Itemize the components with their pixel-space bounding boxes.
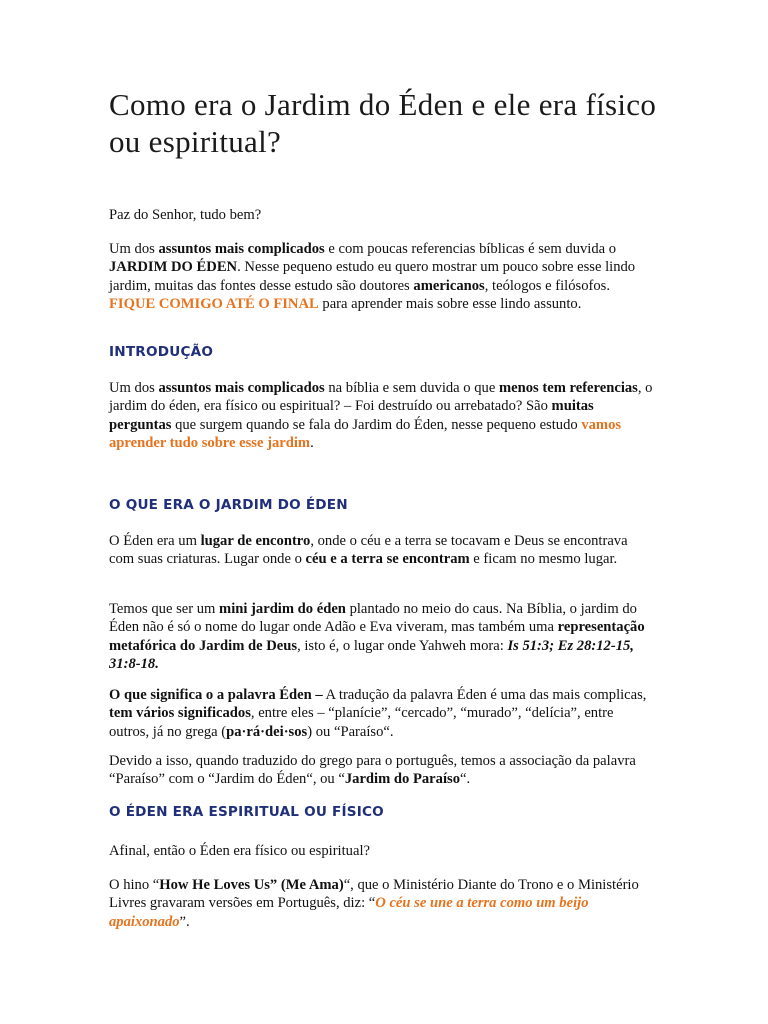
greeting-paragraph: Paz do Senhor, tudo bem? (109, 207, 262, 223)
introducao-paragraph: Um dos assuntos mais complicados na bíblia e sem duvida o que menos tem referencias, o jardim do éden, era físico ou espiritual? – Foi destruído ou arrebatado? São muitas perguntas que surgem quando se fala do Jardim do Éden, nesse pequeno estudo vamos aprender tudo sobre esse jardim. (109, 380, 653, 452)
heading-espiritual-fisico: O ÉDEN ERA ESPIRITUAL OU FÍSICO (109, 804, 384, 820)
heading-introducao: INTRODUÇÃO (109, 344, 214, 360)
what-paragraph-2: Temos que ser um mini jardim do éden plantado no meio do caus. Na Bíblia, o jardim do Éden não é só o nome do lugar onde Adão e Eva viveram, mas também uma representação metafórica do Jardim de Deus, isto é, o lugar onde Yahweh mora: Is 51:3; Ez 28:12-15, 31:8-18. (109, 601, 645, 673)
page-title: Como era o Jardim do Éden e ele era físico ou espiritual? (109, 87, 657, 159)
highlight-text: FIQUE COMIGO ATÉ O FINAL (109, 296, 319, 313)
what-paragraph-4: Devido a isso, quando traduzido do grego para o português, temos a associação da palavra “Paraíso” com o “Jardim do Éden“, ou “Jardim do Paraíso“. (109, 753, 636, 788)
highlight-quote: O céu se une a terra como um beijo apaixonado (109, 895, 589, 930)
spirit-paragraph-2: O hino “How He Loves Us” (Me Ama)“, que o Ministério Diante do Trono e o Ministério Livres gravaram versões em Português, diz: “O céu se une a terra como um beijo apaixonado”. (109, 877, 639, 930)
what-paragraph-1: O Éden era um lugar de encontro, onde o céu e a terra se tocavam e Deus se encontrava com suas criaturas. Lugar onde o céu e a terra se encontram e ficam no mesmo lugar. (109, 533, 628, 568)
heading-o-que-era: O QUE ERA O JARDIM DO ÉDEN (109, 497, 348, 513)
spirit-paragraph-1: Afinal, então o Éden era físico ou espiritual? (109, 843, 370, 859)
what-paragraph-3: O que significa o a palavra Éden – A tradução da palavra Éden é uma das mais complicas, tem vários significados, entre eles – “planície”, “cercado”, “murado”, “delícia”, entre outros, já no grega (pa·rá·dei·sos) ou “Paraíso“. (109, 687, 647, 740)
highlight-text: vamos aprender tudo sobre esse jardim (109, 416, 622, 452)
intro-paragraph: Um dos assuntos mais complicados e com poucas referencias bíblicas é sem duvida o JARDIM DO ÉDEN. Nesse pequeno estudo eu quero mostrar um pouco sobre esse lindo jardim, muitas das fontes desse estudo são doutores americanos, teólogos e filósofos. FIQUE COMIGO ATÉ O FINAL para aprender mais sobre esse lindo assunto. (109, 241, 636, 313)
